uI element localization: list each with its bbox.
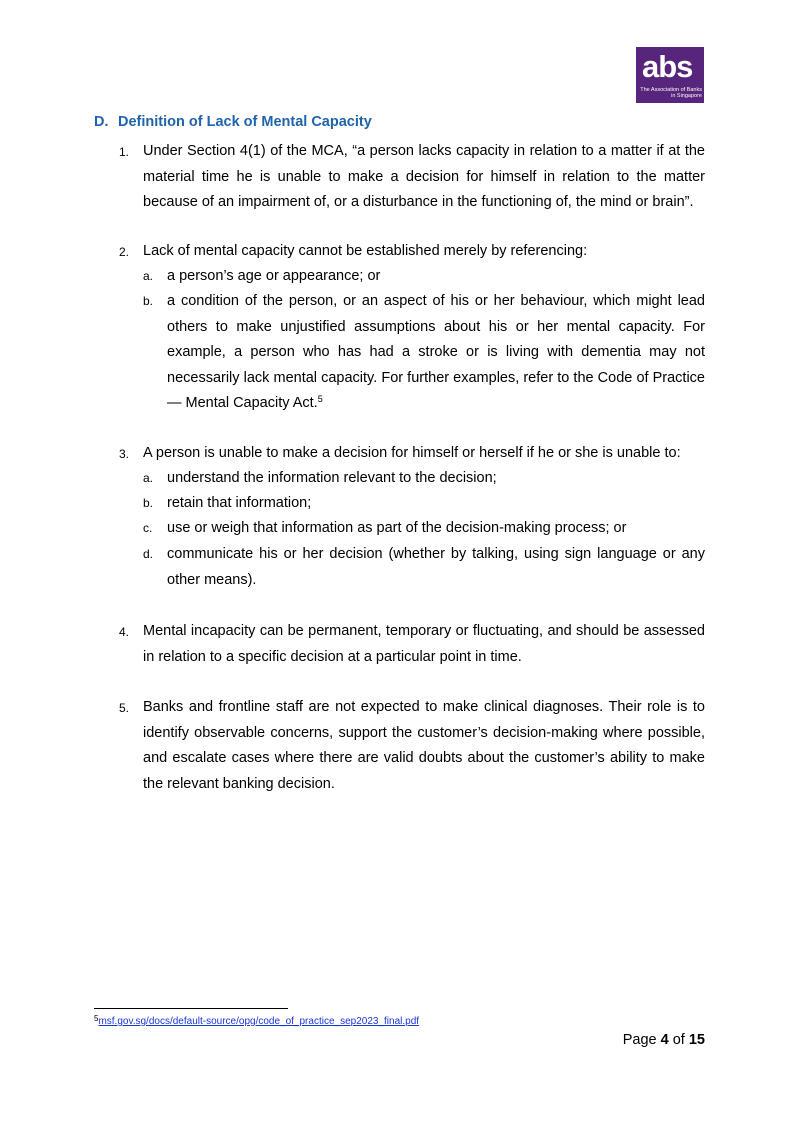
list-item-2 <box>119 239 705 265</box>
item-text: A person is unable to make a decision for himself or herself if he or she is unable to: <box>143 445 681 461</box>
item-number: 1. <box>119 145 130 159</box>
sub-item-text: communicate his or her decision (whether by talking, using sign language or any other means). <box>167 546 705 588</box>
item-text: Lack of mental capacity cannot be established merely by referencing: <box>143 243 588 259</box>
item-number: 5. <box>119 701 130 715</box>
sub-item-letter: b. <box>143 294 154 308</box>
page-current: 4 <box>660 1032 669 1048</box>
logo-mark: abs <box>642 49 693 84</box>
footnote-number: 5 <box>94 1014 99 1023</box>
list-item-5 <box>119 695 705 797</box>
sub-item-text: understand the information relevant to the decision; <box>167 470 497 486</box>
section-heading <box>94 114 372 130</box>
sub-item-letter: d. <box>143 547 154 561</box>
item-text: Mental incapacity can be permanent, temporary or fluctuating, and should be assessed in relation to a specific decision at a particular point in time. <box>143 623 705 665</box>
sub-item-2b <box>143 289 705 417</box>
page-number <box>623 1032 705 1048</box>
abs-logo <box>636 47 704 103</box>
sub-item-text: a condition of the person, or an aspect of his or her behaviour, which might lead others to make unjustified assumptions about his or her mental capacity. For example, a person who has had a stroke or is living with dementia may not necessarily lack mental capacity. For further examples, refer to the Code of Practice — Mental Capacity Act. <box>167 293 705 411</box>
item-text: Under Section 4(1) of the MCA, “a person lacks capacity in relation to a matter if at the material time he is unable to make a decision for himself in relation to the matter because of an impairment of, or a disturbance in the functioning of, the mind or brain”. <box>143 143 705 210</box>
sub-item-3c <box>143 516 705 542</box>
sub-item-3a <box>143 466 705 492</box>
logo-caption <box>638 87 702 99</box>
sub-item-letter: c. <box>143 521 153 535</box>
footnote <box>94 1016 419 1027</box>
sub-item-text: retain that information; <box>167 495 312 511</box>
logo-caption-line2: in Singapore <box>671 93 702 99</box>
logo-caption-line1: The Association of Banks <box>640 87 702 93</box>
sub-item-letter: a. <box>143 471 154 485</box>
sub-item-text: use or weigh that information as part of the decision-making process; or <box>167 520 627 536</box>
list-item-4 <box>119 619 705 670</box>
page-total: 15 <box>688 1032 705 1048</box>
sub-item-letter: a. <box>143 269 154 283</box>
section-letter: D. <box>94 114 109 130</box>
item-number: 4. <box>119 625 130 639</box>
sub-item-letter: b. <box>143 496 154 510</box>
item-number: 3. <box>119 447 130 461</box>
sub-item-text: a person’s age or appearance; or <box>167 268 381 284</box>
section-title: Definition of Lack of Mental Capacity <box>118 114 372 130</box>
footnote-divider <box>94 1008 288 1009</box>
footnote-ref[interactable]: 5 <box>317 394 323 404</box>
sub-item-3d <box>143 542 705 593</box>
footnote-link[interactable]: msf.gov.sg/docs/default-source/opg/code_of_practice_sep2023_final.pdf <box>98 1016 420 1027</box>
sub-item-2a <box>143 264 705 290</box>
list-item-3 <box>119 441 705 467</box>
list-item-1 <box>119 139 705 216</box>
sub-item-3b <box>143 491 705 517</box>
item-number: 2. <box>119 245 130 259</box>
page-of: of <box>668 1032 689 1048</box>
page-prefix: Page <box>622 1032 661 1048</box>
item-text: Banks and frontline staff are not expected to make clinical diagnoses. Their role is to identify observable concerns, support the customer’s decision-making where possible, and escalate cases where there are valid doubts about the customer’s ability to make the relevant banking decision. <box>143 699 705 792</box>
